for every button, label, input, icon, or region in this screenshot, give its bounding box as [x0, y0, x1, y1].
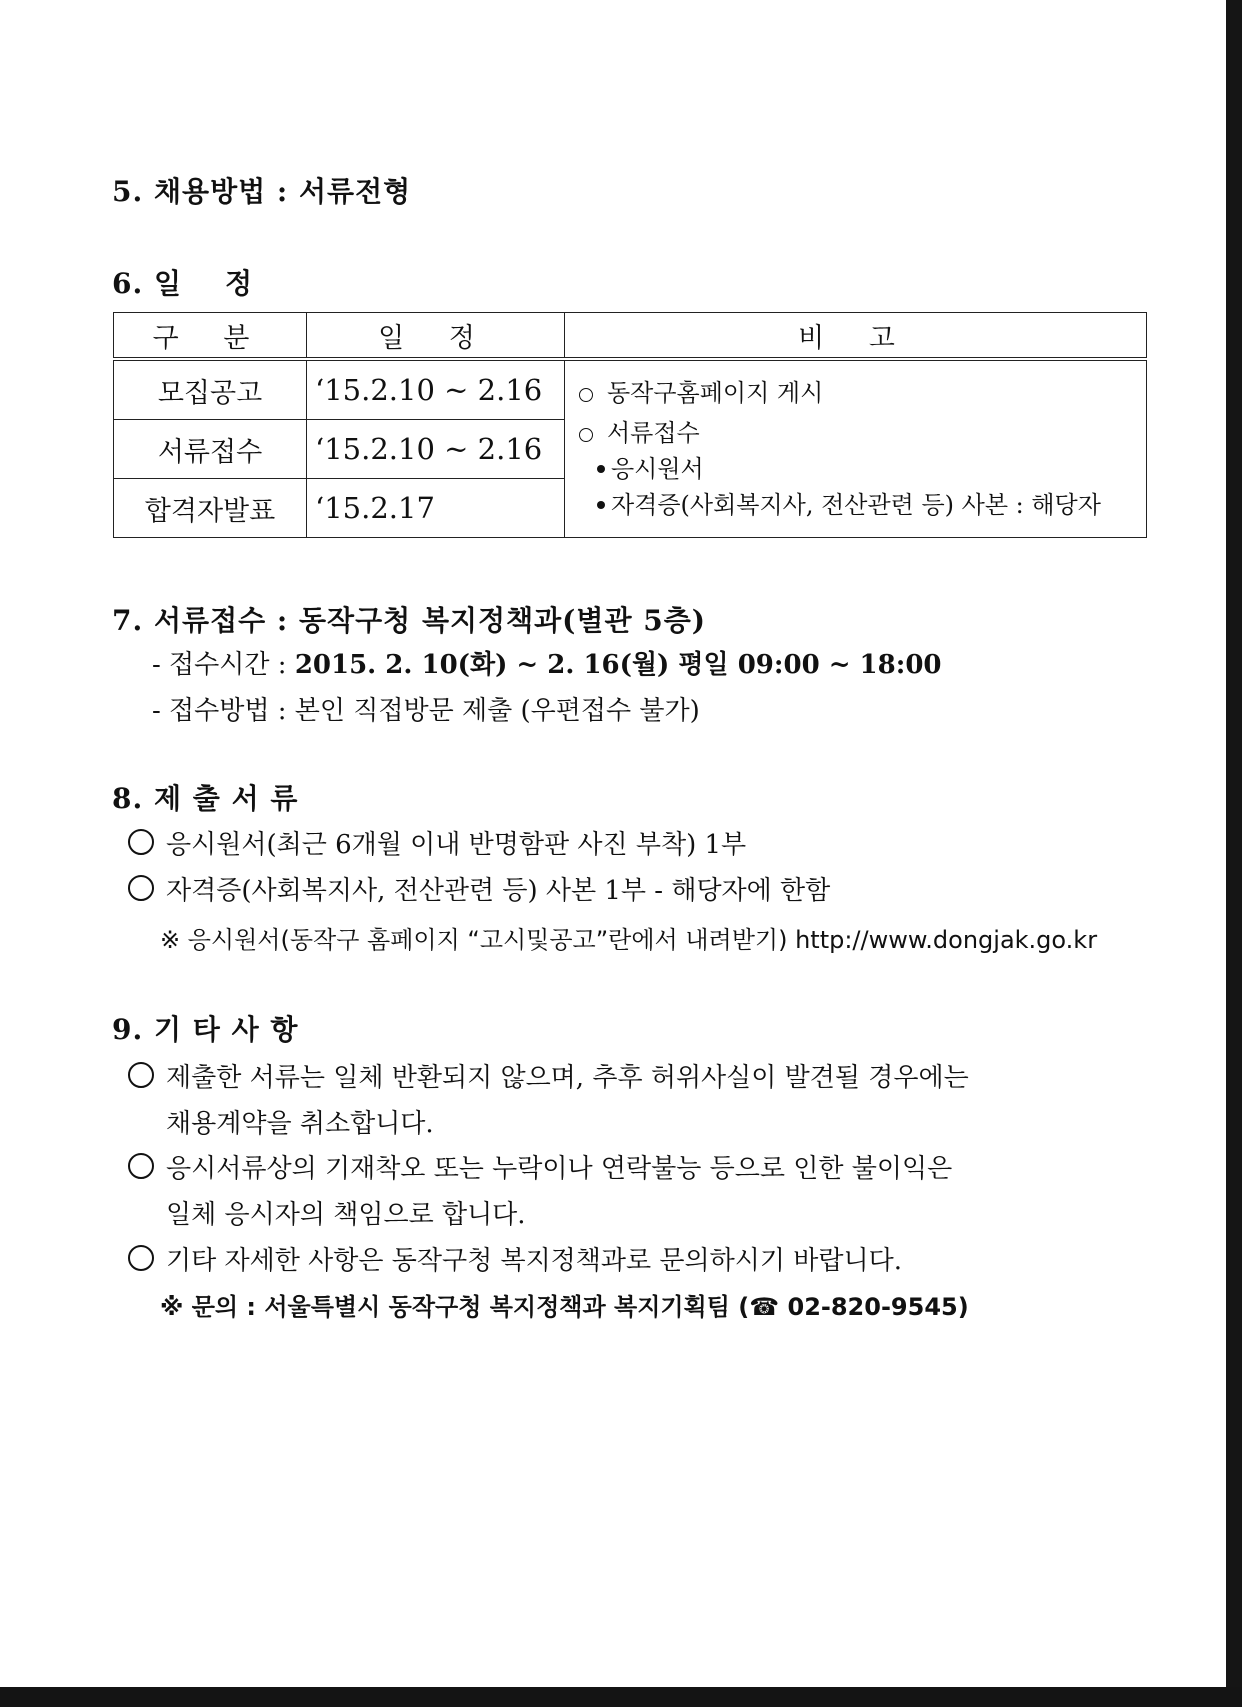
misc-text-cont: 일체 응시자의 책임으로 합니다. — [166, 1200, 526, 1230]
row-category: 모집공고 — [114, 359, 307, 420]
circle-bullet-icon — [128, 1062, 154, 1088]
reception-method: - 접수방법 : 본인 직접방문 제출 (우편접수 불가) — [152, 696, 700, 726]
misc-text: 기타 자세한 사항은 동작구청 복지정책과로 문의하시기 바랍니다. — [166, 1246, 902, 1276]
reception-time-value: 2015. 2. 10(화) ~ 2. 16(월) 평일 09:00 ~ 18:00 — [294, 650, 942, 680]
misc-text: 제출한 서류는 일체 반환되지 않으며, 추후 허위사실이 발견될 경우에는 — [166, 1063, 969, 1093]
section-8-heading: 8. 제 출 서 류 — [112, 782, 299, 815]
misc-text: 응시서류상의 기재착오 또는 누락이나 연락불능 등으로 인한 불이익은 — [166, 1154, 953, 1184]
note-reception: 서류접수 — [607, 419, 700, 447]
circle-bullet-icon — [579, 428, 593, 442]
dot-bullet-icon — [597, 501, 605, 509]
row-date: ‘15.2.10 ~ 2.16 — [307, 420, 565, 479]
circle-bullet-icon — [128, 829, 154, 855]
note-application: 응시원서 — [611, 455, 704, 483]
table-row — [114, 359, 1147, 420]
scan-edge-right — [1226, 0, 1242, 1707]
circle-bullet-icon — [128, 875, 154, 901]
header-date: 일 정 — [307, 313, 565, 360]
contact-info: ※ 문의 : 서울특별시 동작구청 복지정책과 복지기획팀 (☎ 02-820-9545) — [160, 1293, 969, 1321]
misc-item — [128, 1240, 902, 1277]
reception-time — [152, 644, 942, 681]
document-certificate: 자격증(사회복지사, 전산관련 등) 사본 1부 - 해당자에 한함 — [166, 876, 831, 906]
circle-bullet-icon — [579, 388, 593, 402]
misc-item — [128, 1148, 952, 1185]
header-note: 비 고 — [565, 313, 1147, 360]
scan-edge-bottom — [0, 1687, 1242, 1707]
section-6-heading: 6. 일 정 — [112, 267, 254, 300]
schedule-header-row — [114, 313, 1147, 360]
download-note: ※ 응시원서(동작구 홈페이지 “고시및공고”란에서 내려받기) http://www.dongjak.go.kr — [160, 926, 1098, 954]
dot-bullet-icon — [597, 465, 605, 473]
document-item — [128, 824, 746, 861]
section-9-heading: 9. 기 타 사 항 — [112, 1013, 299, 1046]
section-7-heading: 7. 서류접수 : 동작구청 복지정책과(별관 5층) — [112, 604, 707, 637]
note-certificate: 자격증(사회복지사, 전산관련 등) 사본 : 해당자 — [611, 491, 1101, 519]
document-item — [128, 870, 830, 907]
header-category: 구 분 — [114, 313, 307, 360]
document-application: 응시원서(최근 6개월 이내 반명함판 사진 부착) 1부 — [166, 830, 747, 860]
note-posting: 동작구홈페이지 게시 — [607, 379, 824, 407]
section-5-heading: 5. 채용방법 : 서류전형 — [112, 175, 412, 208]
misc-item — [128, 1057, 969, 1094]
reception-time-label: - 접수시간 : — [152, 650, 295, 680]
schedule-notes — [565, 359, 1147, 538]
circle-bullet-icon — [128, 1245, 154, 1271]
misc-text-cont: 채용계약을 취소합니다. — [166, 1109, 434, 1139]
circle-bullet-icon — [128, 1153, 154, 1179]
row-category: 합격자발표 — [114, 479, 307, 538]
row-date: ‘15.2.10 ~ 2.16 — [307, 359, 565, 420]
schedule-table — [113, 312, 1147, 538]
row-category: 서류접수 — [114, 420, 307, 479]
row-date: ‘15.2.17 — [307, 479, 565, 538]
